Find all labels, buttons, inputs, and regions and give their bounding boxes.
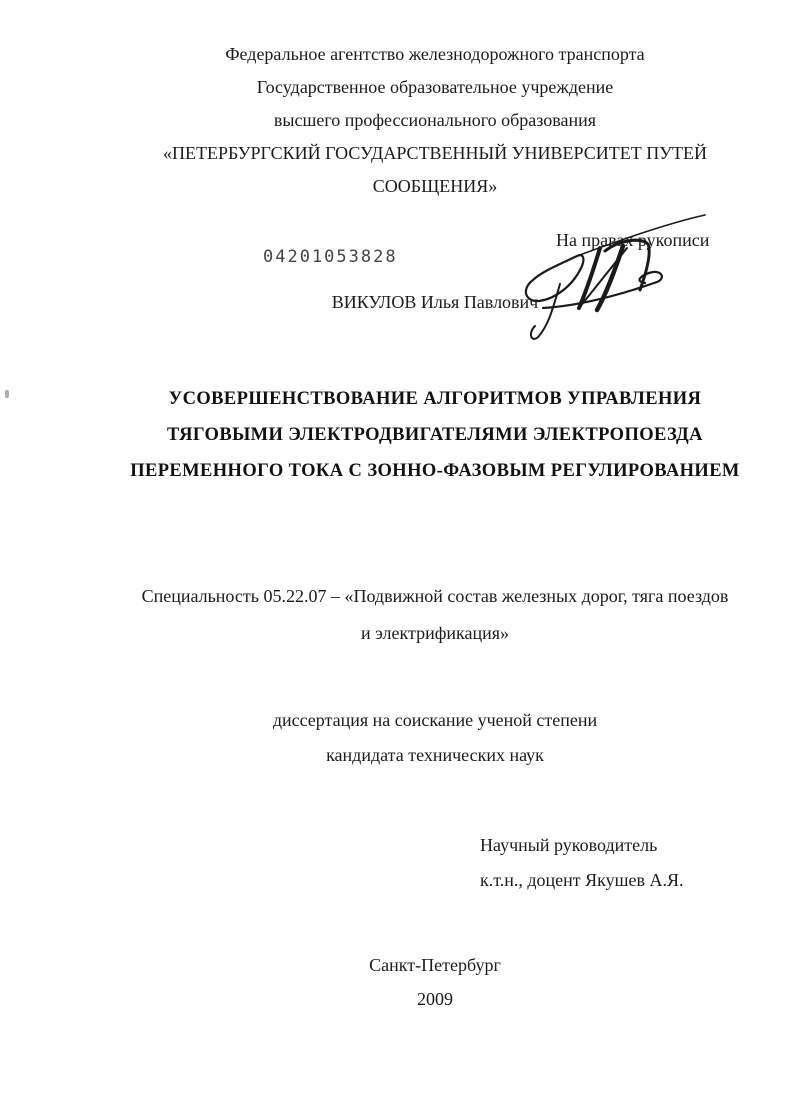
- header-line-institution-type: Государственное образовательное учреждение: [256, 77, 614, 97]
- header-line-university-1: «ПЕТЕРБУРГСКИЙ ГОСУДАРСТВЕННЫЙ УНИВЕРСИТЕТ ПУТЕЙ: [163, 143, 707, 163]
- title-line-1: УСОВЕРШЕНСТВОВАНИЕ АЛГОРИТМОВ УПРАВЛЕНИЯ: [168, 389, 702, 409]
- footer: [80, 948, 790, 1016]
- specialty-statement: [80, 578, 790, 652]
- header-line-university-2: СООБЩЕНИЯ»: [372, 176, 498, 196]
- author-name: ВИКУЛОВ Илья Павлович: [331, 292, 539, 312]
- registration-number: 04201053828: [263, 247, 398, 267]
- supervisor-line-1: Научный руководитель: [480, 835, 658, 855]
- institution-header: [80, 38, 790, 203]
- footer-year: 2009: [417, 989, 453, 1009]
- manuscript-rights-note: На правах рукописи: [556, 230, 710, 250]
- title-line-2: ТЯГОВЫМИ ЭЛЕКТРОДВИГАТЕЛЯМИ ЭЛЕКТРОПОЕЗДА: [167, 425, 703, 445]
- degree-line-1: диссертация на соискание ученой степени: [272, 710, 598, 730]
- specialty-line-1: Специальность 05.22.07 – «Подвижной состав железных дорог, тяга поездов: [141, 586, 729, 606]
- scan-artifact: [5, 390, 9, 398]
- footer-city: Санкт-Петербург: [369, 955, 501, 975]
- degree-line-2: кандидата технических наук: [326, 745, 544, 765]
- supervisor-statement: [480, 828, 684, 898]
- specialty-line-2: и электрификация»: [360, 623, 510, 643]
- header-line-education-level: высшего профессионального образования: [273, 110, 597, 130]
- title-line-3: ПЕРЕМЕННОГО ТОКА С ЗОННО-ФАЗОВЫМ РЕГУЛИРОВАНИЕМ: [130, 461, 740, 481]
- handwritten-signature: [505, 196, 720, 364]
- degree-statement: [80, 703, 790, 773]
- supervisor-line-2: к.т.н., доцент Якушев А.Я.: [480, 870, 684, 890]
- header-line-agency: Федеральное агентство железнодорожного транспорта: [225, 44, 645, 64]
- dissertation-title: [80, 381, 790, 489]
